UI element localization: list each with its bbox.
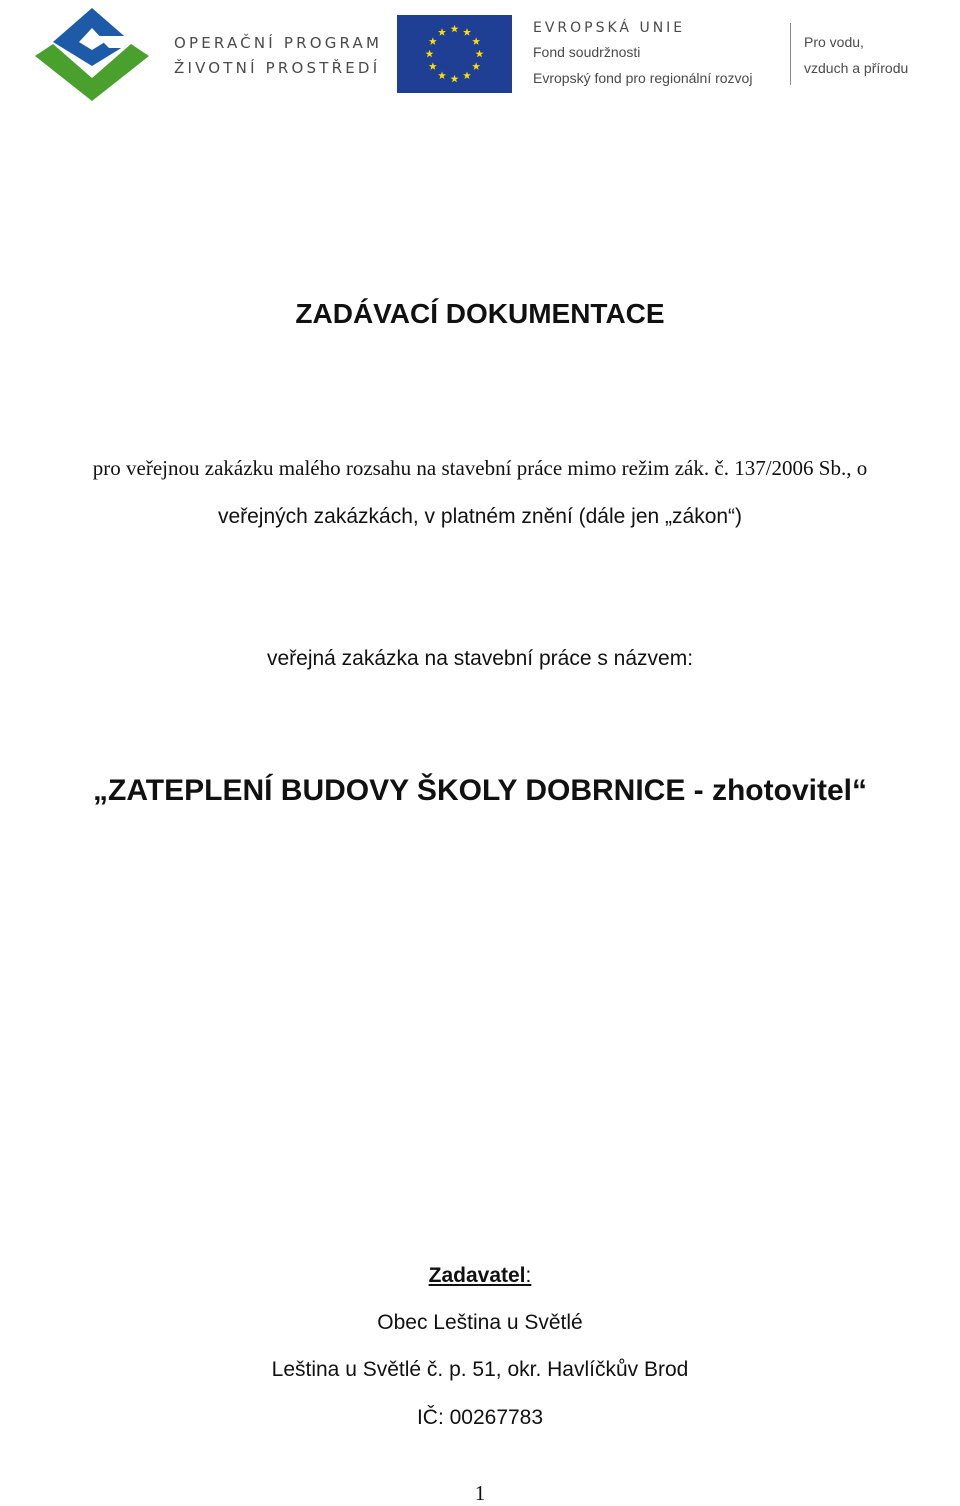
eu-star-icon — [429, 62, 437, 70]
eu-star-icon — [438, 71, 446, 79]
op-environment-logo — [33, 6, 151, 102]
eu-star-icon — [438, 28, 446, 36]
program-name — [174, 31, 382, 81]
eu-star-icon — [451, 25, 459, 33]
document-title: ZADÁVACÍ DOKUMENTACE — [295, 298, 665, 329]
eu-star-icon — [429, 37, 437, 45]
subject-intro: veřejná zakázka na stavební práce s názvem: — [266, 647, 694, 670]
contracting-authority-name: Obec Leština u Světlé — [377, 1311, 583, 1334]
intro-line-2: veřejných zakázkách, v platném znění (dále jen „zákon“) — [217, 505, 743, 528]
eu-title: EVROPSKÁ UNIE — [533, 20, 686, 36]
eu-star-icon — [472, 37, 480, 45]
eu-flag — [397, 15, 512, 93]
contracting-authority-ic: IČ: 00267783 — [416, 1406, 544, 1429]
program-name-line1: OPERAČNÍ PROGRAM — [174, 34, 383, 52]
motto — [804, 29, 908, 81]
intro-line-1: pro veřejnou zakázku malého rozsahu na stavební práce mimo režim zák. č. 137/2006 Sb., o — [92, 456, 868, 480]
eu-fund-cohesion: Fond soudržnosti — [533, 44, 641, 60]
contracting-authority-colon: : — [525, 1264, 532, 1287]
eu-star-icon — [426, 50, 434, 58]
eu-star-icon — [463, 28, 471, 36]
eu-star-icon — [476, 50, 484, 58]
eu-fund-text — [533, 17, 752, 91]
page-number: 1 — [474, 1481, 486, 1505]
motto-line2: vzduch a přírodu — [804, 60, 909, 76]
program-name-line2: ŽIVOTNÍ PROSTŘEDÍ — [174, 59, 381, 77]
contract-name: „ZATEPLENÍ BUDOVY ŠKOLY DOBRNICE - zhotovitel“ — [93, 774, 867, 807]
eu-fund-regional: Evropský fond pro regionální rozvoj — [533, 70, 753, 86]
contracting-authority-label: Zadavatel — [428, 1264, 526, 1287]
header-divider — [790, 23, 791, 85]
motto-line1: Pro vodu, — [804, 34, 864, 50]
eu-star-icon — [472, 62, 480, 70]
eu-stars-icon — [397, 15, 512, 93]
eu-star-icon — [463, 71, 471, 79]
contracting-authority-heading — [0, 1264, 960, 1288]
eu-star-icon — [451, 75, 459, 83]
contracting-authority-address: Leština u Světlé č. p. 51, okr. Havlíčkův Brod — [271, 1358, 689, 1381]
